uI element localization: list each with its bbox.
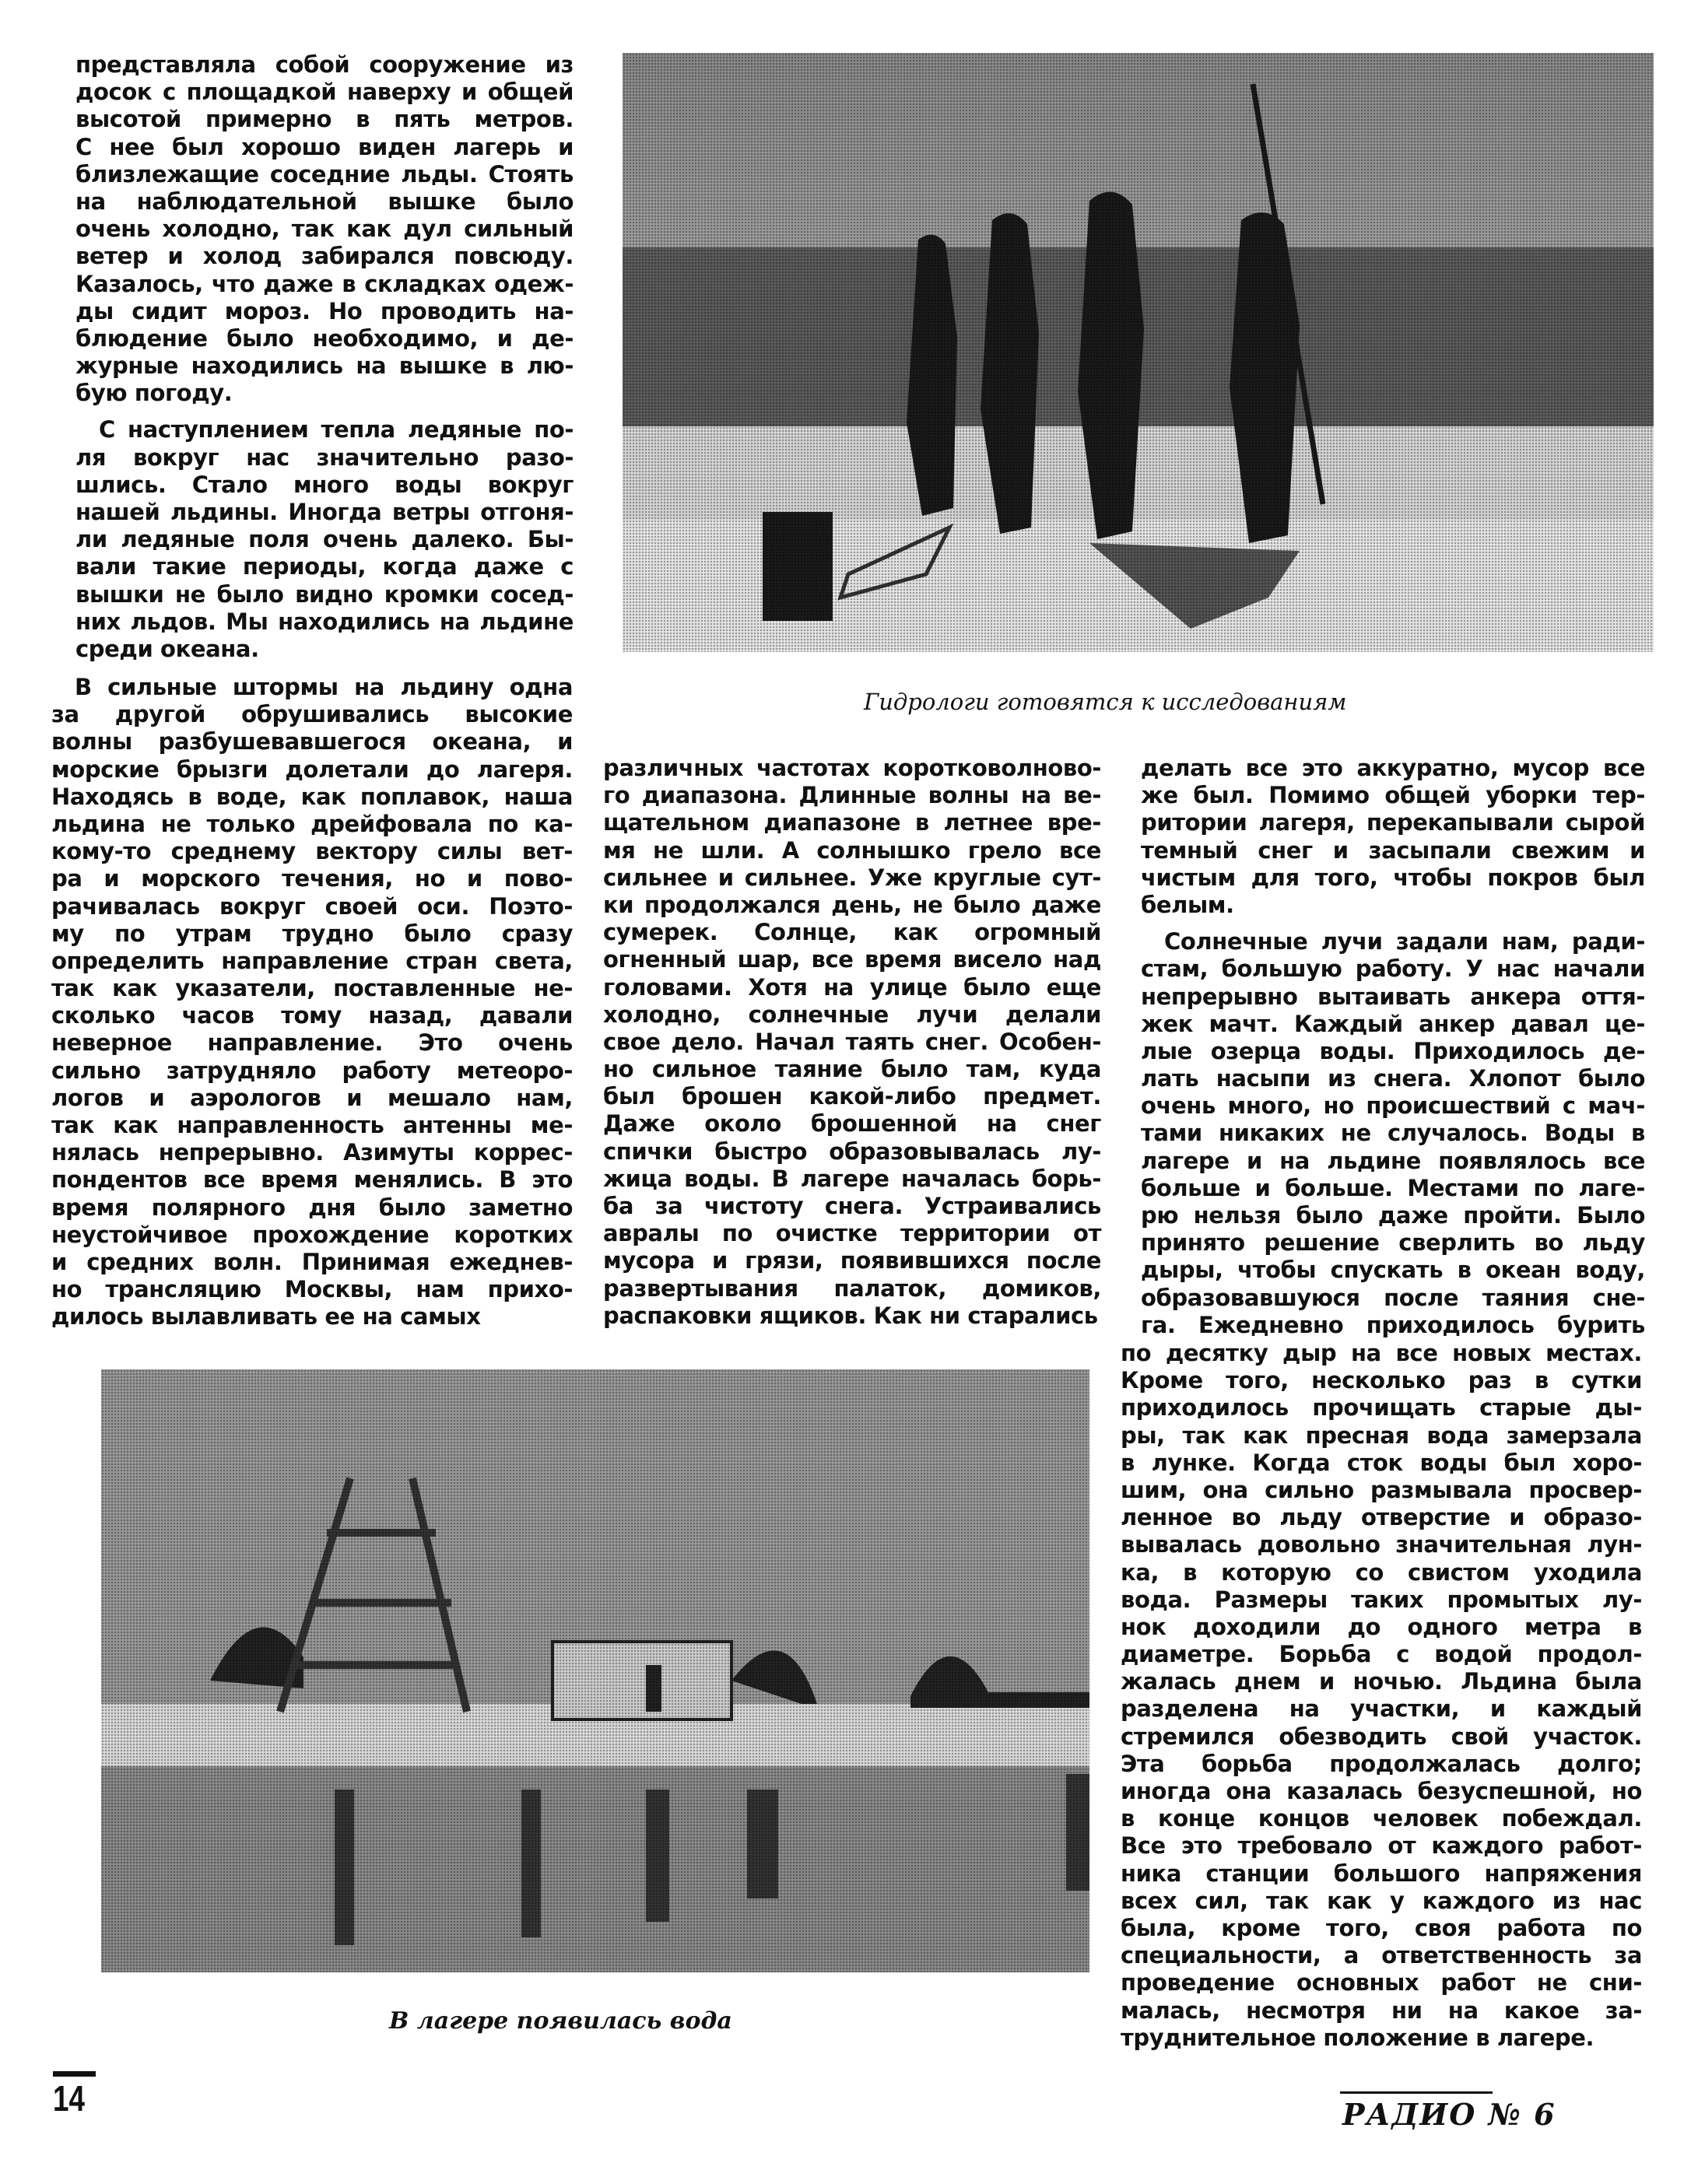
column-1-bottom <box>51 674 573 1331</box>
text-line: жек мачт. Каждый анкер давал це- <box>1141 1010 1645 1037</box>
text-line: рачивалась вокруг своей оси. Поэто- <box>51 892 573 920</box>
text-line: близлежащие соседние льды. Стоять <box>75 160 574 188</box>
text-line: лагере и на льдине появлялось все <box>1141 1147 1645 1174</box>
text-line: рю нельзя было даже пройти. Было <box>1141 1202 1645 1229</box>
text-line: иногда она казалась безуспешной, но <box>1121 1778 1642 1804</box>
text-line: представляла собой сооружение из <box>75 51 574 78</box>
text-line: разделена на участки, и каждый <box>1121 1695 1642 1723</box>
text-line: дыры, чтобы спускать в океан воду, <box>1141 1257 1645 1284</box>
text-line: нок доходили до одного метра в <box>1121 1613 1642 1640</box>
text-line: труднительное положение в лагере. <box>1121 2024 1594 2051</box>
text-line: логов и аэрологов и мешало нам, <box>51 1084 573 1111</box>
text-line: нашей льдины. Иногда ветры отгоня- <box>75 499 574 525</box>
text-line: свое дело. Начал таять снег. Особен- <box>603 1028 1101 1055</box>
text-line: пондентов все время менялись. В это <box>51 1166 573 1194</box>
text-line: ля вокруг нас значительно разо- <box>75 443 574 471</box>
text-line: среди океана. <box>75 635 259 662</box>
text-line: С наступлением тепла ледяные по- <box>99 416 574 443</box>
text-line: сильно затрудняло работу метеоро- <box>51 1057 573 1084</box>
text-line: в конце концов человек побеждал. <box>1121 1805 1642 1832</box>
text-line: вывалась довольно значительная лун- <box>1121 1531 1642 1558</box>
text-line: них льдов. Мы находились на льдине <box>75 608 574 635</box>
text-line: очень много, но происшествий с мач- <box>1141 1092 1645 1120</box>
text-line: му по утрам трудно было сразу <box>51 920 573 947</box>
text-line: огненный шар, все время висело над <box>603 946 1101 973</box>
text-line: принято решение сверлить во льду <box>1141 1229 1645 1257</box>
text-line: была, кроме того, своя работа по <box>1121 1914 1642 1941</box>
text-line: вода. Размеры таких промытых лу- <box>1121 1586 1642 1613</box>
text-line: темный снег и засыпали свежим и <box>1141 836 1645 864</box>
paragraph <box>1141 755 1645 919</box>
photo-hydrologists <box>623 53 1654 652</box>
photo-camp-water-image <box>101 1369 1089 1972</box>
text-line: Все это требовало от каждого работ- <box>1121 1832 1642 1860</box>
paragraph <box>1141 928 1645 1339</box>
text-line: щательном диапазоне в летнее вре- <box>603 809 1101 836</box>
text-line: Находясь в воде, как поплавок, наша <box>51 783 573 810</box>
text-line: досок с площадкой наверху и общей <box>75 79 574 106</box>
text-line: ды сидит мороз. Но проводить на- <box>75 297 574 324</box>
page-number: 14 <box>53 2078 85 2119</box>
text-line: сумерек. Солнце, как огромный <box>603 919 1101 946</box>
text-line: жица воды. В лагере началась борь- <box>603 1165 1101 1192</box>
text-line: морские брызги долетали до лагеря. <box>51 755 573 783</box>
text-line: за другой обрушивались высокие <box>51 701 573 728</box>
paragraph <box>603 755 1101 1330</box>
text-line: го диапазона. Длинные волны на ве- <box>603 782 1101 809</box>
column-3-top <box>1141 755 1645 1339</box>
text-line: всех сил, так как у каждого из нас <box>1121 1887 1642 1914</box>
text-line: лать насыпи из снега. Хлопот было <box>1141 1065 1645 1092</box>
text-line: вышки не было видно кромки сосед- <box>75 580 574 608</box>
text-line: шим, она сильно размывала просвер- <box>1121 1476 1642 1503</box>
text-line: Солнечные лучи задали нам, ради- <box>1164 928 1645 955</box>
text-line: распаковки ящиков. Как ни старались <box>603 1302 1098 1329</box>
text-line: ра и морского течения, но и пово- <box>51 865 573 892</box>
text-line: стам, большую работу. У нас начали <box>1141 955 1645 983</box>
paragraph <box>51 674 573 1331</box>
text-line: дилось вылавливать ее на самых <box>51 1303 481 1330</box>
photo-camp-water <box>101 1369 1089 1972</box>
text-line: ника станции большого напряжения <box>1121 1860 1642 1887</box>
text-line: Кроме того, несколько раз в сутки <box>1121 1367 1642 1394</box>
photo-hydrologists-caption: Гидрологи готовятся к исследованиям <box>864 689 1347 715</box>
text-line: специальности, а ответственность за <box>1121 1942 1642 1969</box>
text-line: и средних волн. Принимая ежеднев- <box>51 1248 573 1275</box>
text-line: вали такие периоды, когда даже с <box>75 553 574 580</box>
text-line: больше и больше. Местами по лаге- <box>1141 1174 1645 1201</box>
text-line: кому-то среднему вектору силы вет- <box>51 838 573 865</box>
text-line: ли ледяные поля очень далеко. Бы- <box>75 526 574 553</box>
text-line: время полярного дня было заметно <box>51 1194 573 1221</box>
text-line: холодно, солнечные лучи делали <box>603 1001 1101 1028</box>
text-line: льдина не только дрейфовала по ка- <box>51 810 573 837</box>
text-line: мусора и грязи, появившихся после <box>603 1247 1101 1274</box>
text-line: неустойчивое прохождение коротких <box>51 1221 573 1248</box>
paragraph <box>75 416 574 663</box>
column-3-bottom <box>1121 1340 1642 2052</box>
text-line: приходилось прочищать старые ды- <box>1121 1394 1642 1422</box>
column-2 <box>603 755 1101 1330</box>
footer-rule <box>1340 2091 1493 2094</box>
text-line: бую погоду. <box>75 380 233 407</box>
column-1-top <box>75 51 574 663</box>
text-line: чистым для того, чтобы покров был <box>1141 864 1645 891</box>
text-line: С нее был хорошо виден лагерь и <box>75 133 574 160</box>
text-line: нялась непрерывно. Азимуты коррес- <box>51 1139 573 1166</box>
text-line: головами. Хотя на улице было еще <box>603 973 1101 1001</box>
paragraph <box>1121 1340 1642 2052</box>
text-line: но трансляцию Москвы, нам прихо- <box>51 1276 573 1303</box>
text-line: спички быстро образовывалась лу- <box>603 1138 1101 1165</box>
text-line: ка, в которую со свистом уходила <box>1121 1558 1642 1586</box>
text-line: сколько часов тому назад, давали <box>51 1002 573 1029</box>
text-line: был брошен какой-либо предмет. <box>603 1083 1101 1110</box>
text-line: так как указатели, поставленные не- <box>51 975 573 1002</box>
text-line: В сильные штормы на льдину одна <box>75 674 573 700</box>
text-line: диаметре. Борьба с водой продол- <box>1121 1641 1642 1668</box>
text-line: журные находились на вышке в лю- <box>75 352 574 380</box>
text-line: ры, так как пресная вода замерзала <box>1121 1422 1642 1449</box>
text-line: развертывания палаток, домиков, <box>603 1274 1101 1302</box>
text-line: так как направленность антенны ме- <box>51 1112 573 1138</box>
paragraph <box>75 51 574 407</box>
text-line: ки продолжался день, не было даже <box>603 891 1101 918</box>
text-line: же был. Помимо общей уборки тер- <box>1141 782 1645 809</box>
text-line: проведение основных работ не сни- <box>1121 1969 1642 1996</box>
text-line: высотой примерно в пять метров. <box>75 106 574 133</box>
magazine-issue: РАДИО № 6 <box>1342 2097 1556 2132</box>
text-line: ба за чистоту снега. Устраивались <box>603 1193 1101 1219</box>
text-line: в лунке. Когда сток воды был хоро- <box>1121 1449 1642 1476</box>
text-line: мя не шли. А солнышко грело все <box>603 836 1101 864</box>
text-line: волны разбушевавшегося океана, и <box>51 728 573 755</box>
photo-camp-water-caption: В лагере появилась вода <box>389 2007 732 2035</box>
text-line: белым. <box>1141 891 1234 918</box>
text-line: но сильное таяние было там, куда <box>603 1056 1101 1083</box>
text-line: малась, несмотря ни на какое за- <box>1121 1996 1642 2024</box>
text-line: Казалось, что даже в складках одеж- <box>75 270 574 297</box>
photo-hydrologists-image <box>623 53 1654 652</box>
page-number-rule <box>53 2071 96 2077</box>
text-line: Эта борьба продолжалась долго; <box>1121 1750 1642 1777</box>
text-line: очень холодно, так как дул сильный <box>75 216 574 243</box>
text-line: ленное во льду отверстие и образо- <box>1121 1504 1642 1531</box>
text-line: га. Ежедневно приходилось бурить <box>1141 1311 1645 1338</box>
text-line: тами никаких не случалось. Воды в <box>1141 1120 1645 1147</box>
text-line: различных частотах коротковолново- <box>603 755 1101 781</box>
text-line: Даже около брошенной на снег <box>603 1110 1101 1138</box>
text-line: ритории лагеря, перекапывали сырой <box>1141 809 1645 836</box>
text-line: по десятку дыр на все новых местах. <box>1121 1340 1642 1366</box>
text-line: стремился обезводить свой участок. <box>1121 1723 1642 1750</box>
text-line: определить направление стран света, <box>51 947 573 974</box>
text-line: сильнее и сильнее. Уже круглые сут- <box>603 864 1101 891</box>
text-line: на наблюдательной вышке было <box>75 188 574 215</box>
text-line: непрерывно вытаивать анкера оття- <box>1141 983 1645 1010</box>
text-line: делать все это аккуратно, мусор все <box>1141 755 1645 781</box>
text-line: неверное направление. Это очень <box>51 1029 573 1057</box>
text-line: образовавшуюся после таяния сне- <box>1141 1284 1645 1311</box>
text-line: ветер и холод забирался повсюду. <box>75 243 574 270</box>
text-line: блюдение было необходимо, и де- <box>75 324 574 352</box>
text-line: авралы по очистке территории от <box>603 1220 1101 1247</box>
text-line: жалась днем и ночью. Льдина была <box>1121 1668 1642 1695</box>
text-line: шлись. Стало много воды вокруг <box>75 471 574 498</box>
text-line: лые озерца воды. Приходилось де- <box>1141 1037 1645 1064</box>
